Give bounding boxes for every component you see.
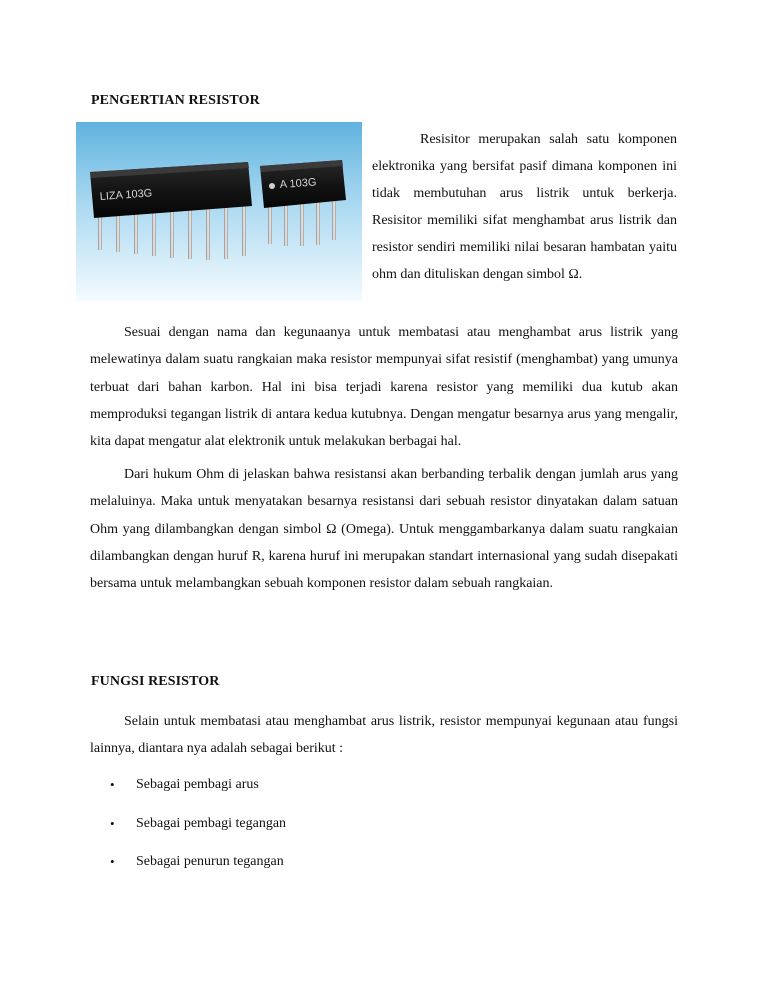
resistor-label-left: LIZA 103G — [99, 187, 153, 203]
bullet-icon: • — [110, 815, 115, 831]
paragraph-3: Selain untuk membatasi atau menghambat arus listrik, resistor mempunyai kegunaan atau fungsi lainnya, diantara nya adalah sebagai berikut : — [90, 714, 678, 757]
list-item-label: Sebagai pembagi arus — [136, 777, 259, 792]
section-title-pengertian: PENGERTIAN RESISTOR — [91, 93, 260, 108]
bullet-icon: • — [110, 777, 115, 792]
resistor-network-photo — [76, 122, 362, 301]
intro-paragraph: Resisitor merupakan salah satu komponen elektronika yang bersifat pasif dimana komponen ini tidak membutuhan arus listrik untuk berkerja. Resisitor memiliki sifat menghambat arus listrik dan resistor sendiri memiliki nilai besaran hambatan yaitu ohm dan dituliskan dengan simbol Ω. — [372, 132, 677, 282]
list-item-label: Sebagai penurun tegangan — [136, 854, 284, 869]
list-item — [110, 813, 286, 852]
list-item — [110, 851, 286, 890]
list-item — [110, 774, 286, 813]
bullet-icon: • — [110, 854, 115, 869]
section-title-fungsi: FUNGSI RESISTOR — [91, 674, 220, 689]
function-list — [110, 774, 286, 890]
paragraph-2: Dari hukum Ohm di jelaskan bahwa resistansi akan berbanding terbalik dengan jumlah arus yang melaluinya. Maka untuk menyatakan besarnya resistansi dari sebuah resistor dinyatakan dalam satuan Ohm yang dilambangkan dengan simbol Ω (Omega). Untuk menggambarkanya dalam suatu rangkaian dilambangkan dengan huruf R, karena huruf ini merupakan standart internasional yang sudah disepakati bersama untuk melambangkan sebuah komponen resistor dalam sebuah rangkaian. — [90, 467, 678, 592]
resistor-label-right: A 103G — [279, 176, 317, 191]
paragraph-1: Sesuai dengan nama dan kegunaanya untuk membatasi atau menghambat arus listrik yang melewatinya dalam suatu rangkaian maka resistor mempunyai sifat resistif (menghambat) yang umunya terbuat dari bahan karbon. Hal ini bisa terjadi karena resistor yang memiliki dua kutub akan memproduksi tegangan listrik di antara kedua kutubnya. Dengan mengatur besarnya arus yang mengalir, kita dapat mengatur alat elektronik untuk melakukan berbagai hal. — [90, 325, 678, 450]
list-item-label: Sebagai pembagi tegangan — [136, 815, 287, 831]
